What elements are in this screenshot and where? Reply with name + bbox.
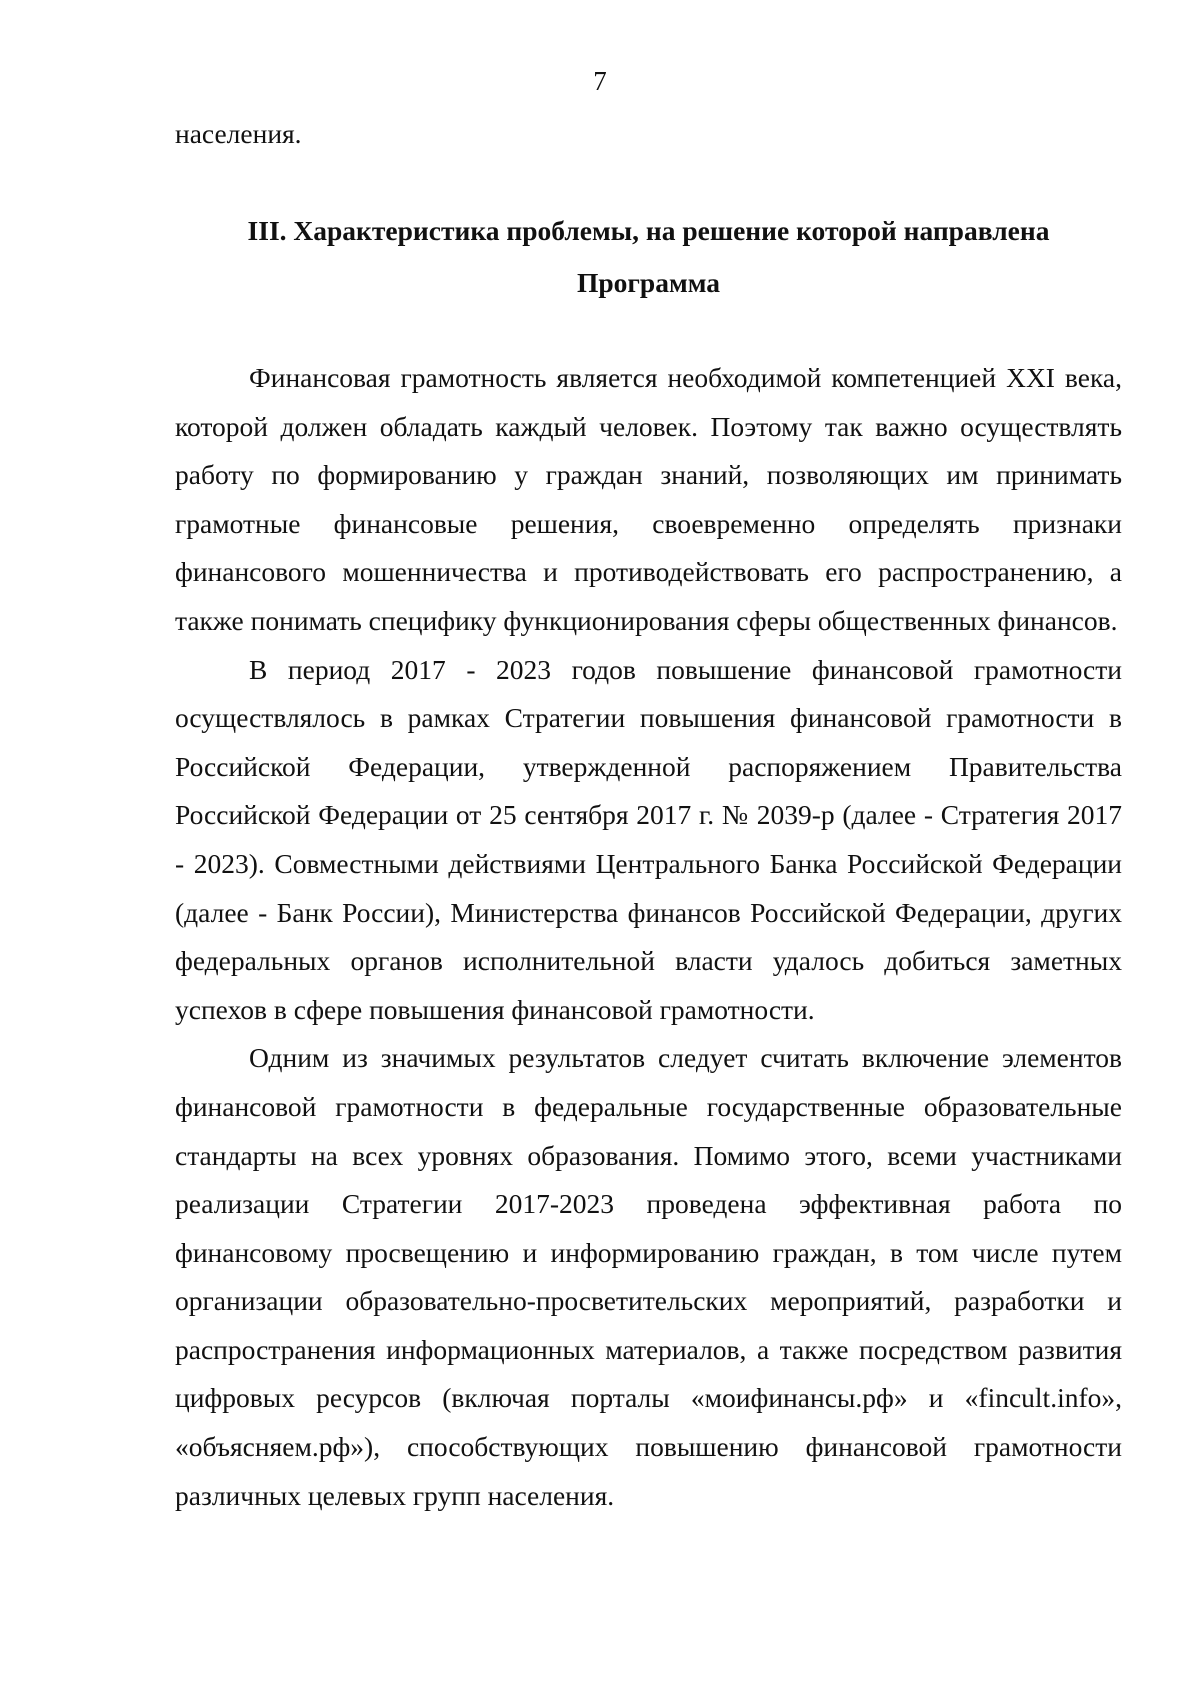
paragraph-strategy-2017-2023: В период 2017 - 2023 годов повышение финансовой грамотности осуществлялось в рамках Стратегии повышения финансовой грамотности в Российской Федерации, утвержденной распоряжением Правительства Российской Федерации от 25 сентября 2017 г. № 2039-р (далее - Стратегия 2017 - 2023). Совместными действиями Центрального Банка Российской Федерации (далее - Банк России), Министерства финансов Российской Федерации, других федеральных органов исполнительной власти удалось добиться заметных успехов в сфере повышения финансовой грамотности. (175, 653, 1122, 1025)
paragraph-results: Одним из значимых результатов следует считать включение элементов финансовой грамотности в федеральные государственные образовательные стандарты на всех уровнях образования. Помимо этого, всеми участниками реализации Стратегии 2017-2023 проведена эффективная работа по финансовому просвещению и информированию граждан, в том числе путем организации образовательно-просветительских мероприятий, разработки и распространения информационных материалов, а также посредством развития цифровых ресурсов (включая порталы «моифинансы.рф» и «fincult.info», «объясняем.рф»), способствующих повышению финансовой грамотности различных целевых групп населения. (175, 1042, 1122, 1511)
paragraph-financial-literacy: Финансовая грамотность является необходимой компетенцией XXI века, которой должен обладать каждый человек. Поэтому так важно осуществлять работу по формированию у граждан знаний, позволяющих им принимать грамотные финансовые решения, своевременно определять признаки финансового мошенничества и противодействовать его распространению, а также понимать специфику функционирования сферы общественных финансов. (175, 362, 1122, 636)
continuation-text: населения. (175, 118, 302, 149)
section-title: III. Характеристика проблемы, на решение которой направлена Программа (247, 215, 1050, 298)
page-number: 7 (593, 66, 607, 96)
body-text (175, 354, 1122, 1520)
